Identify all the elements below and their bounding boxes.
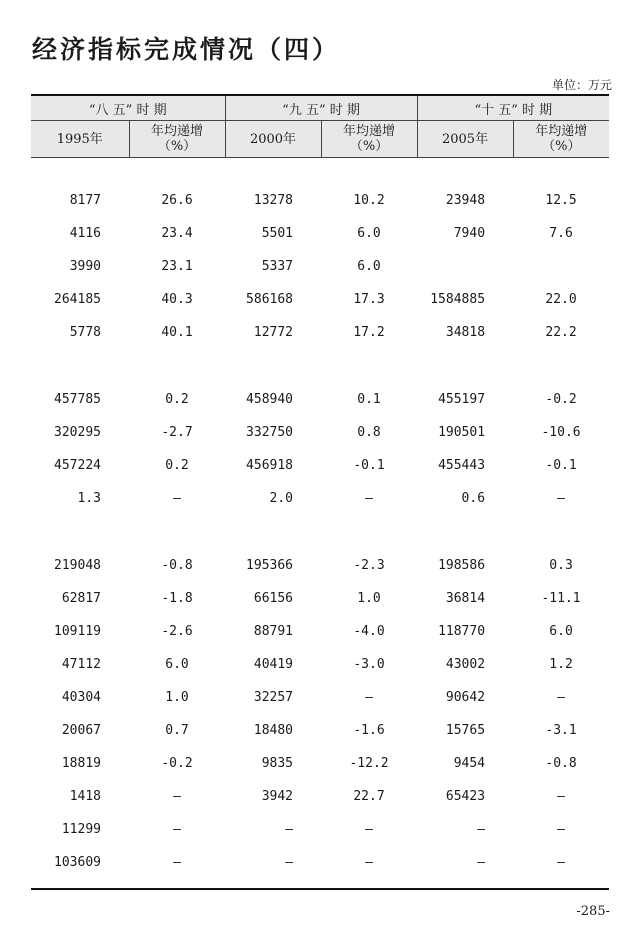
value-cell: 458940 (246, 392, 294, 407)
growth-cell: 6.0 (165, 657, 189, 672)
growth-header-text: 年均递增 （%） (535, 124, 588, 154)
growth-cell: -0.1 (353, 458, 385, 473)
value-cell: — (285, 855, 294, 870)
growth-cell: -0.2 (161, 756, 193, 771)
growth-cell: 22.2 (545, 325, 577, 340)
value-cell: 5778 (69, 325, 101, 340)
growth-cell: — (557, 491, 565, 506)
table-body (31, 158, 609, 880)
value-cell: 13278 (253, 193, 294, 208)
value-cell: 18819 (61, 756, 101, 771)
growth-cell: 40.3 (161, 292, 193, 307)
page-number: -285- (576, 904, 610, 919)
growth-cell: 22.7 (353, 789, 385, 804)
value-cell: 65423 (445, 789, 486, 804)
growth-cell: 7.6 (549, 226, 573, 241)
period-header-9th: “九 五” 时 期 (225, 95, 417, 121)
table-row (31, 316, 609, 349)
growth-cell: — (365, 855, 373, 870)
table-row (31, 449, 609, 482)
growth-cell: -3.1 (545, 723, 577, 738)
value-cell: 40304 (61, 690, 101, 705)
table-row (31, 549, 609, 582)
unit-label: 单位：万元 (551, 78, 612, 92)
growth-cell: -1.6 (353, 723, 385, 738)
value-cell: 320295 (54, 425, 101, 440)
growth-cell: -0.8 (545, 756, 577, 771)
table-row (31, 283, 609, 316)
growth-cell: 22.0 (545, 292, 577, 307)
group-spacer (31, 158, 609, 185)
growth-cell: 1.0 (357, 591, 381, 606)
growth-cell: 10.2 (353, 193, 385, 208)
growth-header-2005 (513, 121, 609, 158)
growth-cell: — (557, 690, 565, 705)
value-cell: 15765 (445, 723, 486, 738)
value-cell: 36814 (445, 591, 486, 606)
value-cell: 18480 (253, 723, 294, 738)
value-cell: 12772 (253, 325, 294, 340)
growth-cell (513, 250, 609, 283)
value-cell: 264185 (54, 292, 101, 307)
value-cell: 32257 (253, 690, 294, 705)
spacer-cell (31, 349, 609, 383)
value-cell: 5337 (261, 259, 294, 274)
table-row (31, 250, 609, 283)
value-cell: 88791 (253, 624, 294, 639)
growth-cell: — (365, 491, 373, 506)
year-header-2000: 2000年 (225, 121, 321, 158)
value-cell: 7940 (453, 226, 486, 241)
value-cell: 2.0 (269, 491, 294, 506)
value-cell: 34818 (445, 325, 486, 340)
value-cell: 0.6 (461, 491, 486, 506)
growth-cell: 6.0 (357, 259, 381, 274)
table-row (31, 416, 609, 449)
group-spacer (31, 515, 609, 549)
growth-cell: -11.1 (541, 591, 581, 606)
value-cell: 90642 (445, 690, 486, 705)
growth-cell: 23.4 (161, 226, 193, 241)
value-cell: 109119 (54, 624, 101, 639)
table-row (31, 615, 609, 648)
growth-cell: 40.1 (161, 325, 193, 340)
growth-cell: 23.1 (161, 259, 193, 274)
year-header-2005: 2005年 (417, 121, 513, 158)
table-row (31, 184, 609, 217)
value-cell: 457224 (54, 458, 101, 473)
value-cell: 5501 (261, 226, 294, 241)
value-cell: 9835 (261, 756, 294, 771)
growth-cell: — (365, 822, 373, 837)
growth-cell: 17.3 (353, 292, 385, 307)
growth-cell: — (173, 789, 181, 804)
table-row (31, 813, 609, 846)
growth-cell: 6.0 (549, 624, 573, 639)
value-cell: 190501 (438, 425, 486, 440)
growth-cell: — (173, 822, 181, 837)
growth-header-text: 年均递增 （%） (151, 124, 204, 154)
growth-cell: — (173, 855, 181, 870)
value-cell: 456918 (246, 458, 294, 473)
value-cell: 455443 (438, 458, 486, 473)
value-cell: 3942 (261, 789, 294, 804)
value-cell: 3990 (69, 259, 101, 274)
value-cell: 586168 (246, 292, 294, 307)
growth-cell: -0.8 (161, 558, 193, 573)
table-row (31, 383, 609, 416)
growth-cell: 6.0 (357, 226, 381, 241)
growth-cell: -2.6 (161, 624, 193, 639)
growth-cell: -2.7 (161, 425, 193, 440)
table-row (31, 648, 609, 681)
growth-cell: 0.2 (165, 458, 189, 473)
table-row (31, 780, 609, 813)
growth-cell: -0.1 (545, 458, 577, 473)
growth-cell: 1.0 (165, 690, 189, 705)
value-cell: 198586 (438, 558, 486, 573)
table-row (31, 846, 609, 879)
value-cell: 62817 (61, 591, 101, 606)
growth-cell: -3.0 (353, 657, 385, 672)
bottom-rule (31, 888, 609, 890)
growth-cell: — (173, 491, 181, 506)
growth-cell: -10.6 (541, 425, 581, 440)
spacer-cell (31, 515, 609, 549)
table-row (31, 747, 609, 780)
value-cell: 8177 (69, 193, 101, 208)
table-row (31, 217, 609, 250)
value-cell: 23948 (445, 193, 486, 208)
indicator-table (31, 94, 609, 879)
growth-cell: 0.3 (549, 558, 573, 573)
value-cell: 455197 (438, 392, 486, 407)
value-cell: 9454 (453, 756, 486, 771)
value-cell: 1.3 (77, 491, 101, 506)
period-header-10th: “十 五” 时 期 (417, 95, 609, 121)
value-cell (417, 250, 513, 283)
growth-cell: 12.5 (545, 193, 577, 208)
growth-cell: 26.6 (161, 193, 193, 208)
value-cell: 103609 (54, 855, 101, 870)
growth-cell: — (365, 690, 373, 705)
period-header-8th: “八 五” 时 期 (31, 95, 225, 121)
spacer-cell (31, 158, 609, 185)
value-cell: 118770 (438, 624, 486, 639)
page-title: 经济指标完成情况（四） (32, 35, 341, 64)
table-row (31, 714, 609, 747)
value-cell: 219048 (54, 558, 101, 573)
growth-cell: -2.3 (353, 558, 385, 573)
value-cell: 20067 (61, 723, 101, 738)
growth-cell: -4.0 (353, 624, 385, 639)
growth-header-2000 (321, 121, 417, 158)
value-cell: 1418 (69, 789, 101, 804)
value-cell: 1584885 (430, 292, 486, 307)
value-cell: 66156 (253, 591, 294, 606)
growth-cell: — (557, 855, 565, 870)
growth-header-text: 年均递增 （%） (343, 124, 396, 154)
growth-cell: 1.2 (549, 657, 573, 672)
table-row (31, 582, 609, 615)
growth-cell: 0.1 (357, 392, 381, 407)
growth-cell: — (557, 789, 565, 804)
growth-cell: -1.8 (161, 591, 193, 606)
growth-header-1995 (129, 121, 225, 158)
value-cell: 4116 (69, 226, 101, 241)
value-cell: 457785 (54, 392, 101, 407)
year-header-1995: 1995年 (31, 121, 129, 158)
group-spacer (31, 349, 609, 383)
table-row (31, 482, 609, 515)
table-row (31, 681, 609, 714)
growth-cell: 0.2 (165, 392, 189, 407)
growth-cell: 17.2 (353, 325, 385, 340)
value-cell: 43002 (445, 657, 486, 672)
value-cell: 47112 (61, 657, 101, 672)
growth-cell: 0.7 (165, 723, 189, 738)
value-cell: 332750 (246, 425, 294, 440)
value-cell: 195366 (246, 558, 294, 573)
value-cell: 11299 (61, 822, 101, 837)
value-cell: 40419 (253, 657, 294, 672)
value-cell: — (285, 822, 294, 837)
growth-cell: — (557, 822, 565, 837)
growth-cell: -12.2 (349, 756, 389, 771)
growth-cell: -0.2 (545, 392, 577, 407)
value-cell: — (477, 855, 486, 870)
value-cell: — (477, 822, 486, 837)
growth-cell: 0.8 (357, 425, 381, 440)
